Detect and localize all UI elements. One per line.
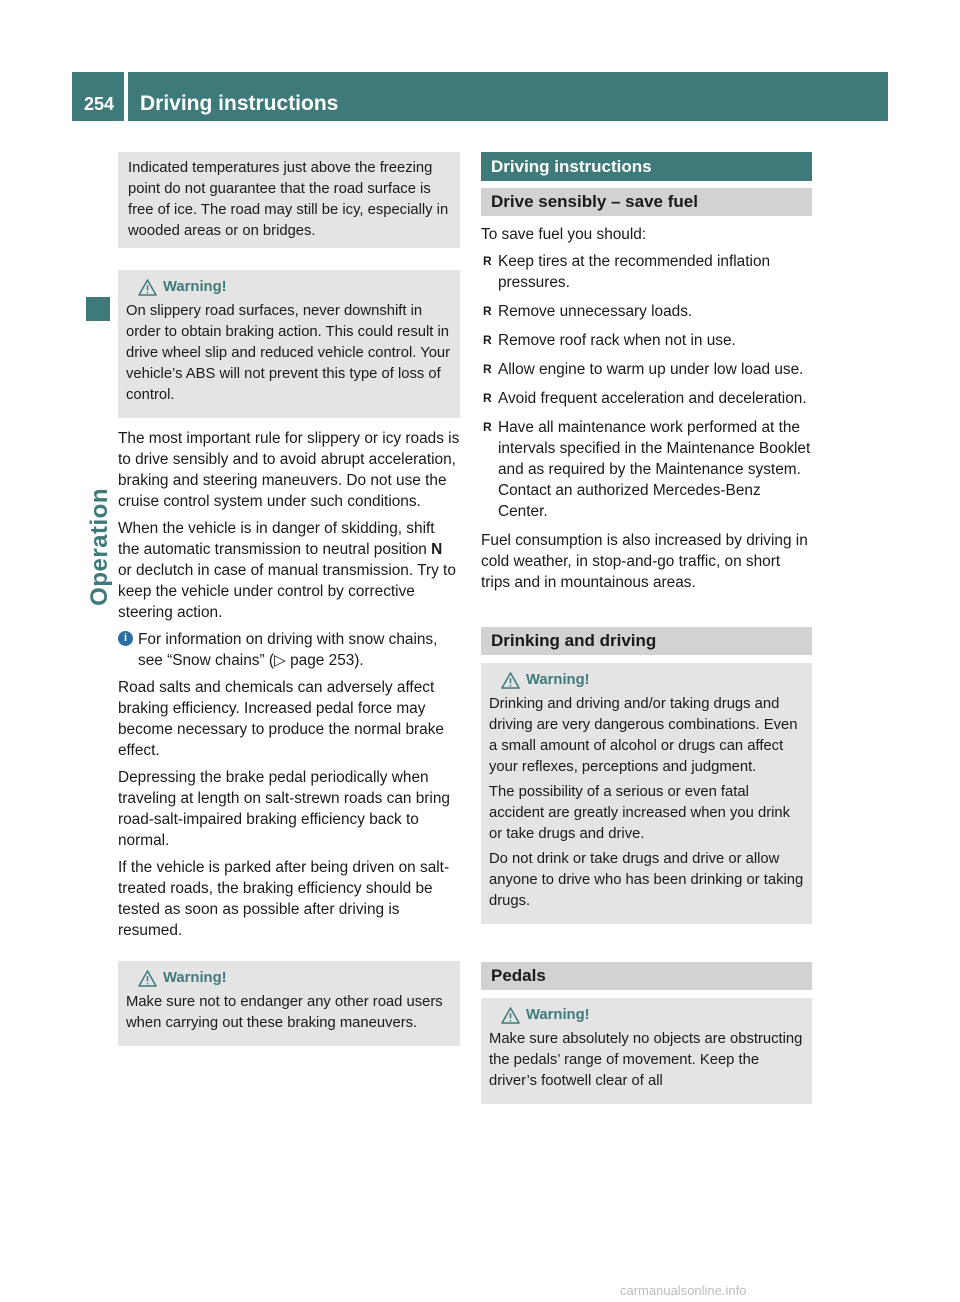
warning-triangle-icon	[138, 970, 157, 987]
warning-title: Warning!	[526, 672, 590, 688]
warning-box-drinking	[481, 663, 812, 924]
list-item: R Keep tires at the recommended inflation pressures.	[481, 251, 812, 293]
temperature-note	[118, 152, 460, 248]
warning-box-braking	[118, 961, 460, 1046]
warning-box-downshift	[118, 270, 460, 418]
warning-triangle-icon	[138, 279, 157, 296]
info-snow-chains-text: For information on driving with snow chains, see “Snow chains” (▷ page 253).	[138, 631, 438, 669]
right-column	[481, 152, 812, 1114]
left-column	[118, 152, 460, 1056]
side-tab-label: Operation	[86, 488, 113, 606]
warning-header	[489, 670, 804, 691]
warning-title: Warning!	[163, 970, 227, 986]
paragraph-road-salts: Road salts and chemicals can adversely affect braking efficiency. Increased pedal force may become necessary to produce the normal brake effect.	[118, 679, 444, 759]
paragraph-slippery-roads: The most important rule for slippery or icy roads is to drive sensibly and to avoid abrupt acceleration, braking and steering maneuvers. Do not use the cruise control system under such conditions.	[118, 430, 460, 510]
warning-triangle-icon	[501, 1007, 520, 1024]
subsection-title-fuel: Drive sensibly – save fuel	[481, 188, 812, 216]
subsection-title-pedals: Pedals	[481, 962, 812, 990]
warning-text: On slippery road surfaces, never downshift in order to obtain braking action. This could result in drive wheel slip and reduced vehicle control. Your vehicle’s ABS will not prevent this type of loss of control.	[126, 303, 451, 403]
subsection-title-drinking: Drinking and driving	[481, 627, 812, 655]
warning-box-pedals	[481, 998, 812, 1104]
warning-text: Do not drink or take drugs and drive or allow anyone to drive who has been drinking or taking drugs.	[489, 851, 804, 909]
info-snow-chains	[118, 629, 460, 671]
warning-triangle-icon	[501, 672, 520, 689]
page-number: 254	[84, 94, 115, 114]
footer-watermark[interactable]: carmanualsonline.info	[620, 1283, 747, 1298]
paragraph-skidding: When the vehicle is in danger of skidding, shift the automatic transmission to neutral position N or declutch in case of manual transmission. Try to keep the vehicle under control by corrective steering action.	[118, 520, 456, 621]
info-icon: i	[118, 631, 133, 646]
list-item: R Avoid frequent acceleration and deceleration.	[481, 388, 812, 409]
warning-text: Drinking and driving and/or taking drugs and driving are very dangerous combinations. Even a small amount of alcohol or drugs can affect your reflexes, perceptions and judgment.	[489, 696, 798, 775]
paragraph-parked-vehicle: If the vehicle is parked after being driven on salt-treated roads, the braking efficiency should be tested as soon as possible after driving is resumed.	[118, 859, 450, 939]
fuel-intro: To save fuel you should:	[481, 226, 647, 243]
warning-header	[489, 1005, 804, 1026]
warning-header	[126, 968, 452, 989]
warning-text: The possibility of a serious or even fatal accident are greatly increased when you drink or take drugs and drive.	[489, 784, 791, 842]
fuel-tips-list	[481, 251, 812, 522]
list-item: R Remove roof rack when not in use.	[481, 330, 812, 351]
side-tab-marker	[86, 297, 110, 321]
list-item: R Have all maintenance work performed at the intervals specified in the Maintenance Booklet and as required by the Maintenance system. Contact an authorized Mercedes-Benz Center.	[481, 417, 812, 522]
warning-title: Warning!	[163, 279, 227, 295]
header-separator	[124, 72, 128, 121]
paragraph-brake-pedal: Depressing the brake pedal periodically when traveling at length on salt-strewn roads can bring road-salt-impaired braking efficiency back to normal.	[118, 769, 450, 849]
warning-title: Warning!	[526, 1007, 590, 1023]
section-title: Driving instructions	[481, 152, 812, 181]
list-item: R Remove unnecessary loads.	[481, 301, 812, 322]
warning-text: Make sure not to endanger any other road users when carrying out these braking maneuvers.	[126, 994, 443, 1031]
page-title: Driving instructions	[140, 92, 339, 115]
list-item: R Allow engine to warm up under low load use.	[481, 359, 812, 380]
warning-text: Make sure absolutely no objects are obstructing the pedals’ range of movement. Keep the driver’s footwell clear of all	[489, 1031, 803, 1089]
fuel-outro: Fuel consumption is also increased by driving in cold weather, in stop-and-go traffic, on short trips and in mountainous areas.	[481, 532, 808, 591]
temperature-note-text: Indicated temperatures just above the freezing point do not guarantee that the road surface is free of ice. The road may still be icy, especially in wooded areas or on bridges.	[128, 160, 449, 239]
warning-header	[126, 277, 452, 298]
